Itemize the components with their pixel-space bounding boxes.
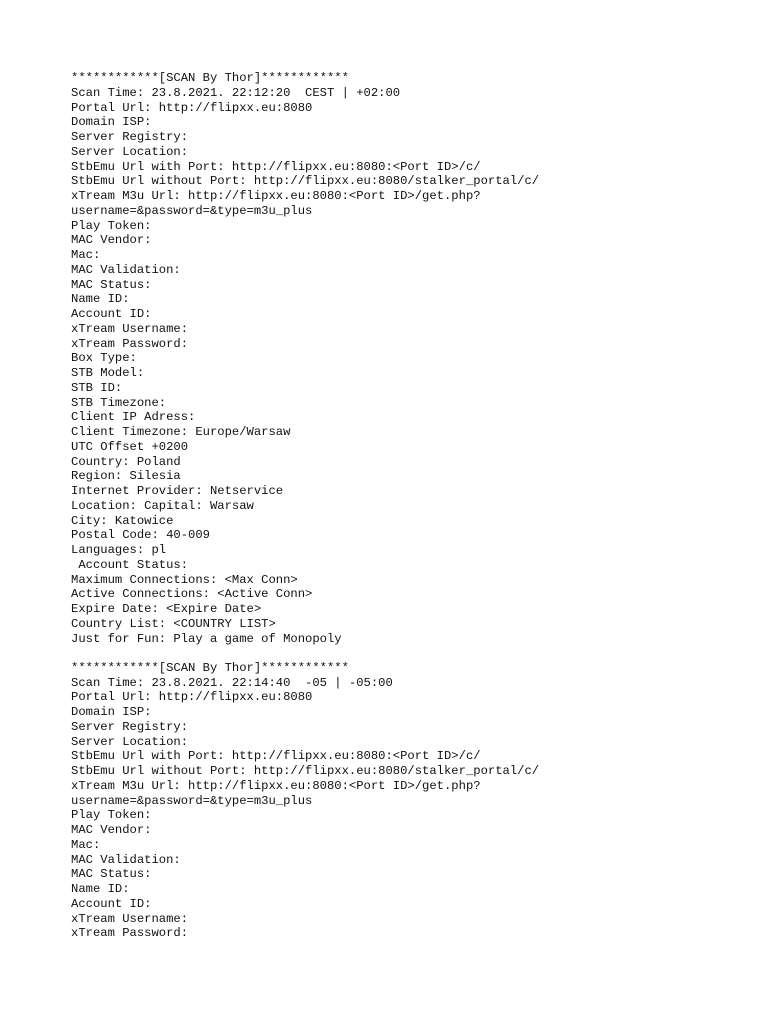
- text-line: MAC Validation:: [71, 262, 181, 277]
- document-page: [71, 71, 751, 941]
- text-line: Internet Provider: Netservice: [71, 484, 284, 498]
- text-line: MAC Status:: [71, 867, 152, 882]
- text-line: Server Registry:: [71, 719, 189, 734]
- text-line: Mac:: [71, 837, 101, 852]
- text-line: STB Timezone:: [71, 395, 167, 410]
- text-line: Scan Time: 23.8.2021. 22:14:40 -05 | -05:00: [71, 675, 393, 690]
- text-line: xTream Username:: [71, 321, 189, 336]
- text-line: Account ID:: [71, 896, 152, 911]
- scan-block-2: [71, 661, 751, 941]
- text-line: Active Connections: <Active Conn>: [71, 587, 313, 602]
- text-line: Scan Time: 23.8.2021. 22:12:20 CEST | +02:00: [71, 85, 401, 100]
- text-line: Box Type:: [71, 351, 137, 366]
- text-line: Name ID:: [71, 292, 130, 307]
- text-line: ************[SCAN By Thor]************: [71, 71, 349, 85]
- text-line: Domain ISP:: [71, 705, 152, 720]
- text-line: MAC Vendor:: [71, 823, 152, 838]
- text-line: StbEmu Url with Port: http://flipxx.eu:8080:<Port ID>/c/: [71, 159, 481, 174]
- text-line: Play Token:: [71, 218, 152, 233]
- text-line: xTream M3u Url: http://flipxx.eu:8080:<Port ID>/get.php?: [71, 189, 481, 203]
- text-line: Just for Fun: Play a game of Monopoly: [71, 631, 342, 646]
- text-line: StbEmu Url with Port: http://flipxx.eu:8080:<Port ID>/c/: [71, 749, 481, 764]
- text-line: Client IP Adress:: [71, 410, 196, 425]
- text-line: Mac:: [71, 248, 101, 262]
- text-line: STB ID:: [71, 380, 123, 395]
- text-line: Country: Poland: [71, 454, 181, 469]
- text-line: username=&password=&type=m3u_plus: [71, 203, 313, 218]
- text-line: Location: Capital: Warsaw: [71, 498, 254, 513]
- text-line: Server Location:: [71, 734, 189, 749]
- text-line: Name ID:: [71, 882, 130, 897]
- text-line: xTream Username:: [71, 911, 189, 926]
- text-line: Languages: pl: [71, 543, 167, 557]
- text-line: Domain ISP:: [71, 115, 152, 130]
- text-line: StbEmu Url without Port: http://flipxx.eu:8080/stalker_portal/c/: [71, 174, 540, 189]
- text-line: xTream M3u Url: http://flipxx.eu:8080:<Port ID>/get.php?: [71, 778, 481, 793]
- text-line: Account Status:: [71, 557, 189, 572]
- text-line: Portal Url: http://flipxx.eu:8080: [71, 100, 313, 115]
- text-line: Expire Date: <Expire Date>: [71, 602, 262, 616]
- text-line: Server Registry:: [71, 130, 189, 144]
- text-line: MAC Status:: [71, 277, 152, 292]
- text-line: Region: Silesia: [71, 469, 181, 484]
- text-line: username=&password=&type=m3u_plus: [71, 793, 313, 808]
- text-line: MAC Validation:: [71, 852, 181, 867]
- text-line: Postal Code: 40-009: [71, 528, 210, 543]
- text-line: xTream Password:: [71, 336, 189, 351]
- text-line: xTream Password:: [71, 926, 189, 941]
- text-line: Country List: <COUNTRY LIST>: [71, 616, 276, 631]
- text-line: ************[SCAN By Thor]************: [71, 660, 349, 675]
- scan-block-1: [71, 71, 751, 646]
- text-line: Account ID:: [71, 307, 152, 321]
- text-line: Maximum Connections: <Max Conn>: [71, 572, 298, 587]
- text-line: UTC Offset +0200: [71, 439, 189, 454]
- text-line: MAC Vendor:: [71, 233, 152, 248]
- text-line: Portal Url: http://flipxx.eu:8080: [71, 690, 313, 705]
- text-line: Server Location:: [71, 144, 189, 159]
- text-line: Client Timezone: Europe/Warsaw: [71, 425, 291, 439]
- text-line: City: Katowice: [71, 513, 174, 528]
- text-line: STB Model:: [71, 366, 145, 380]
- text-line: Play Token:: [71, 808, 152, 823]
- text-line: StbEmu Url without Port: http://flipxx.eu:8080/stalker_portal/c/: [71, 764, 540, 779]
